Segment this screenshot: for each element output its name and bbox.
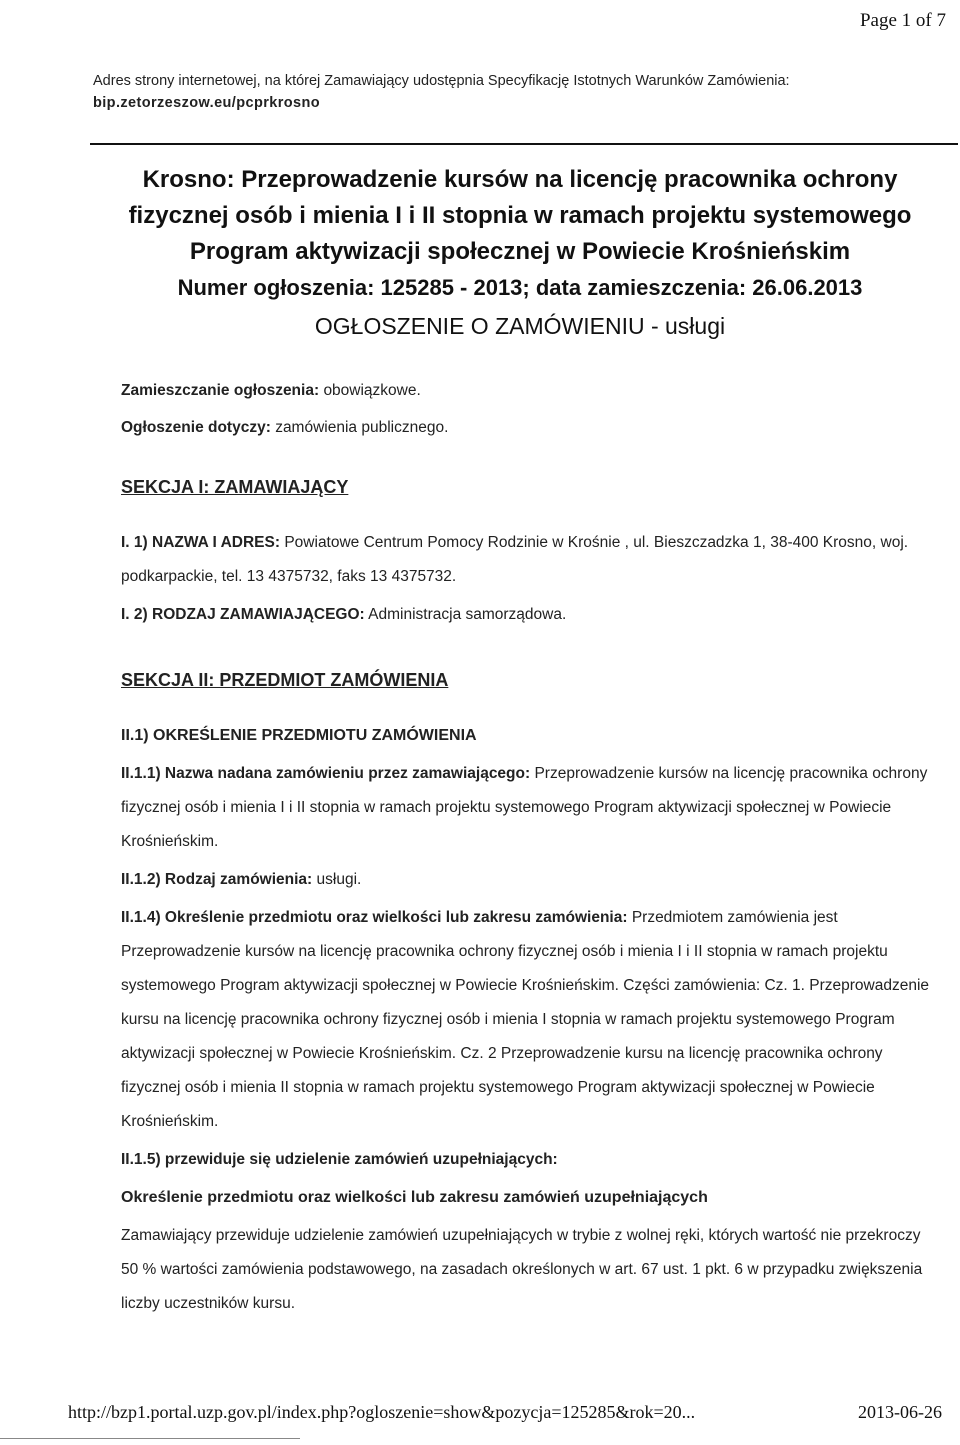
- order-name-value: Przeprowadzenie kursów na licencję pracownika ochrony fizycznej osób i mienia I i II stopnia w ramach projektu systemowego Program aktywizacji społecznej w Powiecie Krośnieńskim.: [121, 765, 928, 850]
- order-scope-value: Przedmiotem zamówienia jest Przeprowadzenie kursów na licencję pracownika ochrony fizycznej osób i mienia I i II stopnia w ramach projektu systemowego Program aktywizacji społecznej w Powiecie Krośnieńskim. Części zamówienia: Cz. 1. Przeprowadzenie kursu na licencję pracownika ochrony fizycznej osób i mienia I stopnia w ramach projektu systemowego Program aktywizacji społecznej w Powiecie Krośnieńskim. Cz. 2 Przeprowadzenie kursu na licencję pracownika ochrony fizycznej osób i mienia II stopnia w ramach projektu systemowego Program aktywizacji społecznej w Powiecie Krośnieńskim.: [121, 909, 930, 1130]
- order-name: [121, 757, 936, 859]
- order-scope-label: II.1.4) Określenie przedmiotu oraz wielkości lub zakresu zamówienia:: [121, 909, 628, 926]
- order-kind-label: II.1.2) Rodzaj zamówienia:: [121, 871, 313, 888]
- bottom-scan-line: [0, 1438, 300, 1439]
- concerns-value: zamówienia publicznego.: [275, 419, 449, 436]
- contracting-authority-type: [121, 598, 936, 632]
- footer-date: 2013-06-26: [858, 1402, 942, 1422]
- address-value: Powiatowe Centrum Pomocy Rodzinie w Krośnie , ul. Bieszczadzka 1, 38-400 Krosno, woj. podkarpackie, tel. 13 4375732, faks 13 4375732.: [121, 534, 909, 585]
- notice-title: Krosno: Przeprowadzenie kursów na licencję pracownika ochrony fizycznej osób i mienia I i II stopnia w ramach projektu systemowego Program aktywizacji społecznej w Powiecie Krośnieńskim: [128, 166, 912, 265]
- posting-line: [121, 380, 936, 402]
- order-kind: [121, 863, 936, 897]
- source-note-text: Adres strony internetowej, na której Zamawiający udostępnia Specyfikację Istotnych Warunków Zamówienia:: [93, 73, 790, 89]
- supplementary-value: Zamawiający przewiduje udzielenie zamówień uzupełniających w trybie z wolnej ręki, których wartość nie przekroczy 50 % wartości zamówienia podstawowego, na zasadach określonych w art. 67 ust. 1 pkt. 6 w przypadku zwiększenia liczby uczestników kursu.: [121, 1227, 923, 1312]
- order-name-label: II.1.1) Nazwa nadana zamówieniu przez zamawiającego:: [121, 765, 531, 782]
- notice-number: Numer ogłoszenia: 125285 - 2013; data zamieszczenia: 26.06.2013: [177, 275, 863, 300]
- order-scope: [121, 901, 936, 1139]
- posting-value: obowiązkowe.: [323, 382, 421, 399]
- notice-title-block: [110, 162, 930, 344]
- address-label: I. 1) NAZWA I ADRES:: [121, 534, 281, 551]
- concerns-line: [121, 417, 936, 439]
- section-1-heading: SEKCJA I: ZAMAWIAJĄCY: [121, 477, 349, 497]
- subject-definition-heading: II.1) OKREŚLENIE PRZEDMIOTU ZAMÓWIENIA: [121, 727, 477, 744]
- order-kind-value: usługi.: [316, 871, 362, 888]
- section-2-heading: SEKCJA II: PRZEDMIOT ZAMÓWIENIA: [121, 670, 449, 690]
- contracting-authority-address: [121, 526, 936, 594]
- document-body: [121, 380, 936, 1321]
- notice-type: OGŁOSZENIE O ZAMÓWIENIU - usługi: [314, 313, 726, 339]
- authority-type-value: Administracja samorządowa.: [368, 606, 567, 623]
- supplementary-heading: Określenie przedmiotu oraz wielkości lub zakresu zamówień uzupełniających: [121, 1189, 708, 1206]
- posting-label: Zamieszczanie ogłoszenia:: [121, 382, 320, 399]
- supplementary-label: II.1.5) przewiduje się udzielenie zamówień uzupełniających:: [121, 1151, 558, 1168]
- source-url-note: [93, 70, 933, 114]
- source-url[interactable]: bip.zetorzeszow.eu/pcprkrosno: [93, 95, 320, 111]
- concerns-label: Ogłoszenie dotyczy:: [121, 419, 271, 436]
- page-number: Page 1 of 7: [859, 10, 946, 31]
- footer-url[interactable]: http://bzp1.portal.uzp.gov.pl/index.php?ogloszenie=show&pozycja=125285&rok=20...: [68, 1402, 696, 1422]
- authority-type-label: I. 2) RODZAJ ZAMAWIAJĄCEGO:: [121, 606, 365, 623]
- supplementary-orders: [121, 1143, 936, 1177]
- top-divider: [90, 143, 958, 145]
